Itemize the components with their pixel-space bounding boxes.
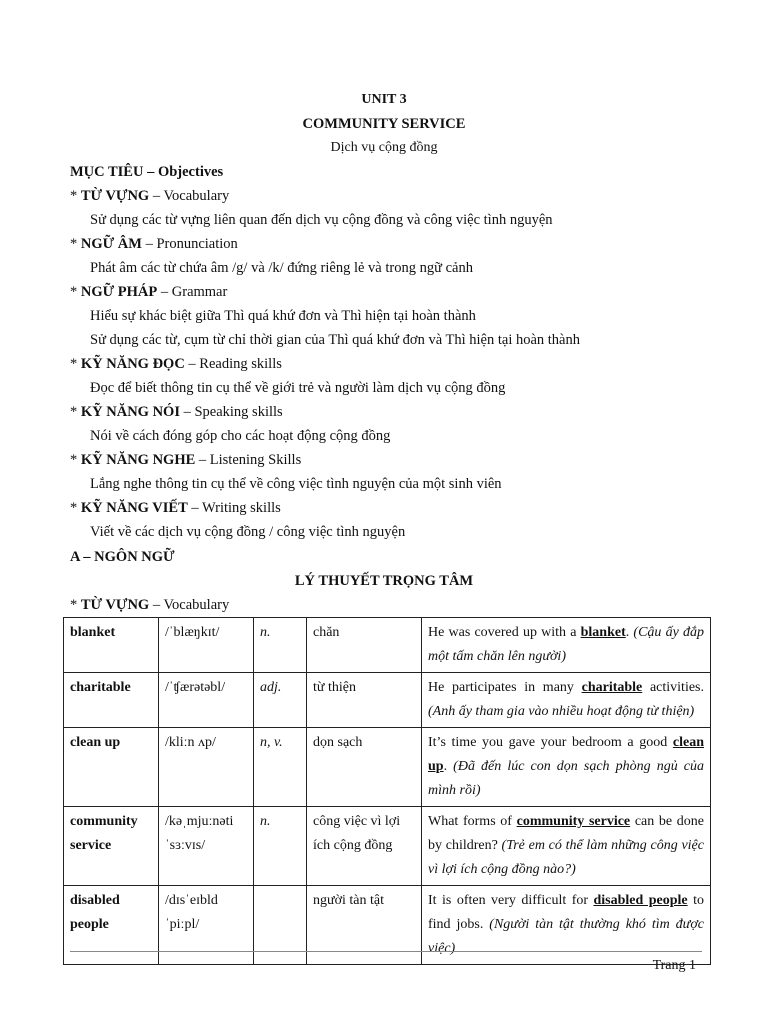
vocab-type: adj. [254,673,307,728]
vocab-heading [70,597,229,614]
objective-label: KỸ NĂNG NGHE [80,452,196,468]
vocab-type: n. [254,618,307,673]
objective-description: Đọc để biết thông tin cụ thể về giới trẻ và người làm dịch vụ cộng đồng [90,380,506,396]
vocab-example [422,618,711,673]
vocab-word: community service [64,807,159,886]
example-text: What forms of [428,814,517,829]
page-number: Trang 1 [652,958,696,973]
objective-english: – Grammar [157,284,228,300]
example-text: He was covered up with a [428,625,581,640]
objective-star: * [70,356,81,372]
objective-star: * [70,236,81,252]
objective-english: – Vocabulary [149,188,230,204]
objective-description: Phát âm các từ chứa âm /g/ và /k/ đứng riêng lẻ và trong ngữ cảnh [90,260,473,276]
example-keyword: community service [516,814,631,829]
vocab-type: n. [254,807,307,886]
example-text-end: to find jobs. [428,893,704,932]
objective-description: Sử dụng các từ, cụm từ chỉ thời gian của Thì quá khứ đơn và Thì hiện tại hoàn thành [90,332,580,348]
table-row [64,886,711,965]
footer-divider [70,951,702,952]
vocab-word: blanket [64,618,159,673]
example-text: It is often very difficult for [428,893,594,908]
example-translation: (Anh ấy tham gia vào nhiều hoạt động từ thiện) [428,704,695,719]
vocab-example [422,673,711,728]
example-translation: (Người tàn tật thường khó tìm được việc) [428,917,705,956]
vocab-example [422,728,711,807]
objective-label: KỸ NĂNG NÓI [80,404,180,420]
vocab-meaning: chăn [307,618,422,673]
unit-label: UNIT 3 [361,92,407,107]
vocab-ipa: /ˈblæŋkɪt/ [159,618,254,673]
vocab-heading-en: – Vocabulary [149,597,230,613]
vocab-heading-star: * [70,597,81,613]
example-keyword: blanket [580,625,626,640]
objective-star: * [70,500,81,516]
objective-heading [70,356,282,373]
vocab-meaning: người tàn tật [307,886,422,965]
example-translation: (Trẻ em có thể làm những công việc vì lợi ích cộng đồng nào?) [428,838,704,877]
objective-english: – Reading skills [184,356,282,372]
objective-star: * [70,452,81,468]
objectives-heading: MỤC TIÊU – Objectives [70,164,224,180]
example-keyword: clean up [428,735,704,774]
example-translation: (Đã đến lúc con dọn sạch phòng ngủ của mình rồi) [428,759,705,798]
vocab-table [63,617,711,965]
vocab-type [254,886,307,965]
objective-label: KỸ NĂNG VIẾT [80,500,188,516]
objective-description: Viết về các dịch vụ cộng đồng / công việc tình nguyện [90,524,406,540]
objective-description: Lắng nghe thông tin cụ thể về công việc tình nguyện của một sinh viên [90,476,502,492]
vocab-example [422,807,711,886]
objective-description: Sử dụng các từ vựng liên quan đến dịch vụ cộng đồng và công việc tình nguyện [90,212,553,228]
vocab-word: disabled people [64,886,159,965]
objective-english: – Speaking skills [179,404,283,420]
objective-heading [70,188,229,205]
example-text: He participates in many [428,680,582,695]
page-subtitle: Dịch vụ cộng đồng [330,140,438,155]
table-row [64,618,711,673]
section-a-heading: A – NGÔN NGỮ [70,549,175,565]
objective-heading [70,236,238,253]
objective-heading [70,404,283,421]
objective-description: Hiểu sự khác biệt giữa Thì quá khứ đơn và Thì hiện tại hoàn thành [90,308,476,324]
vocab-ipa: /dɪsˈeɪbld ˈpiːpl/ [159,886,254,965]
example-text: It’s time you gave your bedroom a good [428,735,673,750]
vocab-word: clean up [64,728,159,807]
example-keyword: charitable [581,680,643,695]
objective-star: * [70,188,81,204]
vocab-word: charitable [64,673,159,728]
objective-english: – Writing skills [187,500,281,516]
objective-label: TỪ VỰNG [80,188,150,204]
vocab-meaning: dọn sạch [307,728,422,807]
objective-english: – Pronunciation [141,236,238,252]
vocab-type: n, v. [254,728,307,807]
objective-english: – Listening Skills [195,452,302,468]
table-row [64,673,711,728]
vocab-example [422,886,711,965]
table-row [64,728,711,807]
objective-label: KỸ NĂNG ĐỌC [80,356,185,372]
objective-heading [70,452,301,469]
theory-title: LÝ THUYẾT TRỌNG TÂM [294,573,474,589]
objective-heading [70,500,281,517]
vocab-ipa: /kliːn ʌp/ [159,728,254,807]
vocab-heading-label: TỪ VỰNG [80,597,150,613]
example-text-end: . [625,625,634,640]
page-title: COMMUNITY SERVICE [302,116,466,132]
objective-label: NGỮ ÂM [80,236,142,252]
objective-heading [70,284,227,301]
vocab-meaning: từ thiện [307,673,422,728]
vocab-meaning: công việc vì lợi ích cộng đồng [307,807,422,886]
example-text-end: activities. [642,680,704,695]
objective-description: Nói về cách đóng góp cho các hoạt động cộng đồng [90,428,391,444]
example-translation: (Cậu ấy đắp một tấm chăn lên người) [428,625,705,664]
vocab-ipa: /kəˌmjuːnəti ˈsɜːvɪs/ [159,807,254,886]
table-row [64,807,711,886]
objective-star: * [70,404,81,420]
example-text-end: . [443,759,454,774]
vocab-ipa: /ˈʧærətəbl/ [159,673,254,728]
example-text-end: can be done by children? [428,814,704,853]
objective-star: * [70,284,81,300]
example-keyword: disabled people [593,893,688,908]
objective-label: NGỮ PHÁP [80,284,158,300]
